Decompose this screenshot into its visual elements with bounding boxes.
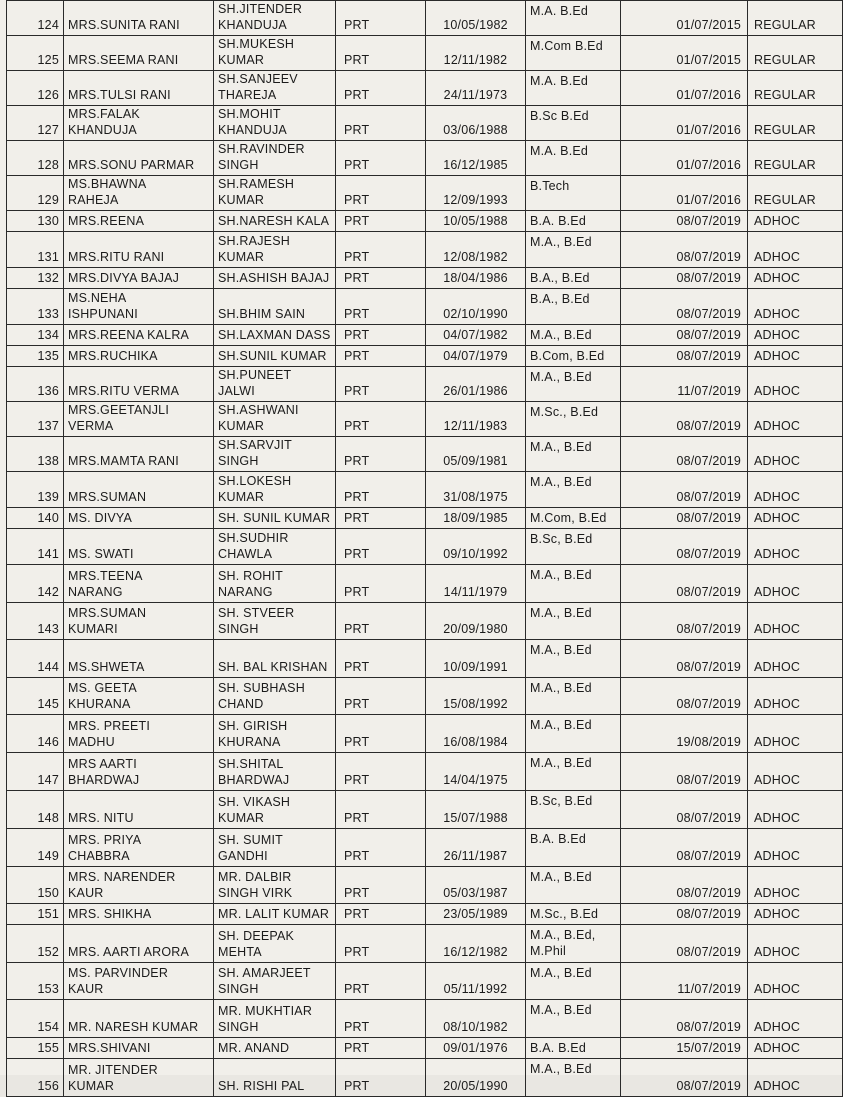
serial-number: 124 [7,1,64,36]
employment-status: ADHOC [748,232,843,268]
serial-number: 129 [7,176,64,211]
employment-status: ADHOC [748,603,843,640]
post: PRT [336,867,426,904]
teacher-name: MRS.SUMAN [64,472,214,508]
teacher-name: MRS.SONU PARMAR [64,141,214,176]
father-name: SH. VIKASH KUMAR [214,791,336,829]
post: PRT [336,1059,426,1097]
qualification: M.Sc., B.Ed [526,904,621,925]
table-row [7,867,843,904]
post: PRT [336,829,426,867]
teacher-name: MRS.MAMTA RANI [64,437,214,472]
qualification: B.Com, B.Ed [526,346,621,367]
date-of-joining: 08/07/2019 [621,232,748,268]
qualification: M.A., B.Ed [526,678,621,715]
father-name: SH.LOKESH KUMAR [214,472,336,508]
post: PRT [336,141,426,176]
serial-number: 155 [7,1038,64,1059]
serial-number: 147 [7,753,64,791]
teacher-name: MRS AARTI BHARDWAJ [64,753,214,791]
date-of-joining: 08/07/2019 [621,437,748,472]
father-name: SH.RAVINDER SINGH [214,141,336,176]
date-of-birth: 16/08/1984 [426,715,526,753]
serial-number: 154 [7,1000,64,1038]
father-name: SH.PUNEET JALWI [214,367,336,402]
table-row [7,367,843,402]
teacher-name: MRS.TULSI RANI [64,71,214,106]
serial-number: 149 [7,829,64,867]
date-of-birth: 12/09/1993 [426,176,526,211]
employment-status: REGULAR [748,36,843,71]
post: PRT [336,904,426,925]
qualification: M.A. B.Ed [526,141,621,176]
post: PRT [336,678,426,715]
date-of-joining: 08/07/2019 [621,508,748,529]
employment-status: ADHOC [748,565,843,603]
qualification: M.A., B.Ed [526,640,621,678]
employment-status: REGULAR [748,106,843,141]
employment-status: ADHOC [748,529,843,565]
date-of-birth: 03/06/1988 [426,106,526,141]
teacher-name: MRS.SHIVANI [64,1038,214,1059]
employment-status: REGULAR [748,71,843,106]
father-name: MR. DALBIR SINGH VIRK [214,867,336,904]
post: PRT [336,1038,426,1059]
date-of-joining: 08/07/2019 [621,753,748,791]
date-of-joining: 08/07/2019 [621,1000,748,1038]
date-of-birth: 20/05/1990 [426,1059,526,1097]
qualification: B.Sc, B.Ed [526,791,621,829]
serial-number: 134 [7,325,64,346]
teacher-name: MRS. PREETI MADHU [64,715,214,753]
post: PRT [336,472,426,508]
teacher-name: MRS.SUNITA RANI [64,1,214,36]
table-row [7,1000,843,1038]
father-name: SH.NARESH KALA [214,211,336,232]
post: PRT [336,232,426,268]
employment-status: ADHOC [748,346,843,367]
post: PRT [336,289,426,325]
date-of-joining: 11/07/2019 [621,963,748,1000]
date-of-joining: 08/07/2019 [621,268,748,289]
date-of-joining: 08/07/2019 [621,640,748,678]
table-row [7,176,843,211]
date-of-joining: 01/07/2016 [621,141,748,176]
table-row [7,402,843,437]
employment-status: ADHOC [748,402,843,437]
post: PRT [336,791,426,829]
date-of-joining: 08/07/2019 [621,529,748,565]
father-name: MR. LALIT KUMAR [214,904,336,925]
qualification: M.A., B.Ed, M.Phil [526,925,621,963]
father-name: SH.SANJEEV THAREJA [214,71,336,106]
date-of-birth: 12/11/1983 [426,402,526,437]
table-row [7,603,843,640]
date-of-birth: 18/04/1986 [426,268,526,289]
employment-status: ADHOC [748,367,843,402]
father-name: MR. ANAND [214,1038,336,1059]
employment-status: ADHOC [748,829,843,867]
table-row [7,925,843,963]
father-name: SH. GIRISH KHURANA [214,715,336,753]
teacher-name: MRS.REENA KALRA [64,325,214,346]
serial-number: 139 [7,472,64,508]
teacher-name: MRS.GEETANJLI VERMA [64,402,214,437]
qualification: M.Com B.Ed [526,36,621,71]
date-of-birth: 04/07/1982 [426,325,526,346]
date-of-joining: 08/07/2019 [621,565,748,603]
teacher-name: MS. GEETA KHURANA [64,678,214,715]
date-of-birth: 16/12/1982 [426,925,526,963]
father-name: SH. DEEPAK MEHTA [214,925,336,963]
date-of-joining: 08/07/2019 [621,289,748,325]
date-of-joining: 01/07/2016 [621,106,748,141]
employment-status: ADHOC [748,867,843,904]
date-of-birth: 18/09/1985 [426,508,526,529]
table-row [7,325,843,346]
qualification: M.Sc., B.Ed [526,402,621,437]
father-name: SH. ROHIT NARANG [214,565,336,603]
teacher-name: MR. NARESH KUMAR [64,1000,214,1038]
date-of-joining: 08/07/2019 [621,472,748,508]
father-name: SH.SUDHIR CHAWLA [214,529,336,565]
teacher-name: MRS. AARTI ARORA [64,925,214,963]
date-of-joining: 19/08/2019 [621,715,748,753]
serial-number: 140 [7,508,64,529]
date-of-joining: 08/07/2019 [621,211,748,232]
table-row [7,904,843,925]
employment-status: ADHOC [748,925,843,963]
date-of-birth: 20/09/1980 [426,603,526,640]
table-row [7,529,843,565]
post: PRT [336,565,426,603]
father-name: SH. STVEER SINGH [214,603,336,640]
father-name: SH.SHITAL BHARDWAJ [214,753,336,791]
post: PRT [336,508,426,529]
employment-status: ADHOC [748,211,843,232]
date-of-birth: 08/10/1982 [426,1000,526,1038]
date-of-birth: 24/11/1973 [426,71,526,106]
date-of-joining: 08/07/2019 [621,603,748,640]
employment-status: ADHOC [748,904,843,925]
table-row [7,346,843,367]
table-row [7,232,843,268]
serial-number: 141 [7,529,64,565]
employment-status: REGULAR [748,141,843,176]
qualification: M.A., B.Ed [526,232,621,268]
date-of-joining: 08/07/2019 [621,904,748,925]
date-of-birth: 14/11/1979 [426,565,526,603]
table-row [7,963,843,1000]
serial-number: 153 [7,963,64,1000]
date-of-birth: 26/11/1987 [426,829,526,867]
date-of-joining: 15/07/2019 [621,1038,748,1059]
table-row [7,71,843,106]
post: PRT [336,268,426,289]
post: PRT [336,925,426,963]
employment-status: ADHOC [748,1000,843,1038]
date-of-joining: 11/07/2019 [621,367,748,402]
table-row [7,678,843,715]
qualification: M.A., B.Ed [526,437,621,472]
teacher-name: MRS.FALAK KHANDUJA [64,106,214,141]
qualification: B.A., B.Ed [526,289,621,325]
serial-number: 132 [7,268,64,289]
post: PRT [336,1000,426,1038]
date-of-birth: 02/10/1990 [426,289,526,325]
post: PRT [336,402,426,437]
qualification: B.Sc, B.Ed [526,529,621,565]
serial-number: 138 [7,437,64,472]
post: PRT [336,603,426,640]
post: PRT [336,753,426,791]
qualification: B.A. B.Ed [526,1038,621,1059]
post: PRT [336,367,426,402]
teacher-name: MRS. PRIYA CHABBRA [64,829,214,867]
teacher-name: MRS.RUCHIKA [64,346,214,367]
serial-number: 126 [7,71,64,106]
qualification: M.A., B.Ed [526,715,621,753]
qualification: B.A., B.Ed [526,268,621,289]
date-of-birth: 05/03/1987 [426,867,526,904]
post: PRT [336,325,426,346]
post: PRT [336,437,426,472]
employment-status: ADHOC [748,268,843,289]
qualification: M.A. B.Ed [526,1,621,36]
date-of-joining: 08/07/2019 [621,346,748,367]
date-of-birth: 26/01/1986 [426,367,526,402]
employment-status: REGULAR [748,176,843,211]
qualification: M.A., B.Ed [526,603,621,640]
teacher-name: MS. DIVYA [64,508,214,529]
teacher-name: MRS.DIVYA BAJAJ [64,268,214,289]
table-row [7,508,843,529]
table-row [7,829,843,867]
serial-number: 130 [7,211,64,232]
serial-number: 135 [7,346,64,367]
serial-number: 150 [7,867,64,904]
teacher-name: MRS. NITU [64,791,214,829]
employment-status: ADHOC [748,640,843,678]
employment-status: ADHOC [748,437,843,472]
father-name: MR. MUKHTIAR SINGH [214,1000,336,1038]
employment-status: ADHOC [748,508,843,529]
table-row [7,715,843,753]
serial-number: 146 [7,715,64,753]
serial-number: 131 [7,232,64,268]
date-of-birth: 10/05/1988 [426,211,526,232]
date-of-joining: 08/07/2019 [621,925,748,963]
date-of-birth: 04/07/1979 [426,346,526,367]
teacher-name: MRS.SUMAN KUMARI [64,603,214,640]
father-name: SH. RISHI PAL [214,1059,336,1097]
date-of-birth: 05/09/1981 [426,437,526,472]
table-row [7,211,843,232]
serial-number: 145 [7,678,64,715]
table-row [7,141,843,176]
employment-status: ADHOC [748,472,843,508]
post: PRT [336,715,426,753]
father-name: SH.SUNIL KUMAR [214,346,336,367]
post: PRT [336,71,426,106]
employment-status: ADHOC [748,289,843,325]
date-of-birth: 10/09/1991 [426,640,526,678]
post: PRT [336,211,426,232]
qualification: B.Sc B.Ed [526,106,621,141]
employment-status: ADHOC [748,791,843,829]
table-row [7,640,843,678]
qualification: M.A., B.Ed [526,565,621,603]
father-name: SH.MOHIT KHANDUJA [214,106,336,141]
employment-status: REGULAR [748,1,843,36]
table-row [7,437,843,472]
employment-status: ADHOC [748,1059,843,1097]
qualification: B.A. B.Ed [526,211,621,232]
father-name: SH. AMARJEET SINGH [214,963,336,1000]
date-of-birth: 09/01/1976 [426,1038,526,1059]
teacher-name: MS.SHWETA [64,640,214,678]
serial-number: 136 [7,367,64,402]
father-name: SH.ASHWANI KUMAR [214,402,336,437]
teacher-name: MRS.RITU VERMA [64,367,214,402]
father-name: SH.BHIM SAIN [214,289,336,325]
table-row [7,289,843,325]
qualification: M.A., B.Ed [526,472,621,508]
post: PRT [336,346,426,367]
post: PRT [336,176,426,211]
date-of-joining: 08/07/2019 [621,402,748,437]
date-of-joining: 08/07/2019 [621,791,748,829]
table-row [7,1,843,36]
date-of-joining: 01/07/2016 [621,71,748,106]
qualification: M.Com, B.Ed [526,508,621,529]
teacher-name: MRS. SHIKHA [64,904,214,925]
table-row [7,472,843,508]
date-of-joining: 08/07/2019 [621,678,748,715]
father-name: SH.MUKESH KUMAR [214,36,336,71]
date-of-joining: 08/07/2019 [621,829,748,867]
table-row [7,753,843,791]
serial-number: 137 [7,402,64,437]
teacher-name: MR. JITENDER KUMAR [64,1059,214,1097]
table-row [7,791,843,829]
staff-table [6,0,843,1097]
date-of-birth: 12/08/1982 [426,232,526,268]
date-of-joining: 08/07/2019 [621,1059,748,1097]
date-of-joining: 01/07/2015 [621,1,748,36]
father-name: SH. SUBHASH CHAND [214,678,336,715]
teacher-name: MRS.SEEMA RANI [64,36,214,71]
table-row [7,106,843,141]
qualification: B.Tech [526,176,621,211]
qualification: B.A. B.Ed [526,829,621,867]
post: PRT [336,1,426,36]
qualification: M.A., B.Ed [526,753,621,791]
teacher-name: MRS.TEENA NARANG [64,565,214,603]
date-of-joining: 01/07/2015 [621,36,748,71]
post: PRT [336,106,426,141]
qualification: M.A., B.Ed [526,325,621,346]
serial-number: 151 [7,904,64,925]
qualification: M.A., B.Ed [526,1000,621,1038]
date-of-birth: 10/05/1982 [426,1,526,36]
post: PRT [336,36,426,71]
employment-status: ADHOC [748,715,843,753]
father-name: SH. BAL KRISHAN [214,640,336,678]
qualification: M.A., B.Ed [526,1059,621,1097]
qualification: M.A., B.Ed [526,963,621,1000]
teacher-name: MS.BHAWNA RAHEJA [64,176,214,211]
date-of-joining: 01/07/2016 [621,176,748,211]
employment-status: ADHOC [748,753,843,791]
employment-status: ADHOC [748,1038,843,1059]
serial-number: 156 [7,1059,64,1097]
teacher-name: MRS. NARENDER KAUR [64,867,214,904]
table-row [7,36,843,71]
serial-number: 125 [7,36,64,71]
table-row [7,1059,843,1097]
date-of-birth: 12/11/1982 [426,36,526,71]
father-name: SH.RAMESH KUMAR [214,176,336,211]
post: PRT [336,529,426,565]
serial-number: 148 [7,791,64,829]
serial-number: 142 [7,565,64,603]
father-name: SH.JITENDER KHANDUJA [214,1,336,36]
date-of-birth: 23/05/1989 [426,904,526,925]
teacher-name: MS. PARVINDER KAUR [64,963,214,1000]
post: PRT [336,640,426,678]
date-of-birth: 15/07/1988 [426,791,526,829]
table-row [7,1038,843,1059]
date-of-birth: 14/04/1975 [426,753,526,791]
qualification: M.A., B.Ed [526,367,621,402]
father-name: SH. SUNIL KUMAR [214,508,336,529]
serial-number: 144 [7,640,64,678]
father-name: SH.SARVJIT SINGH [214,437,336,472]
teacher-name: MRS.REENA [64,211,214,232]
table-row [7,565,843,603]
father-name: SH.RAJESH KUMAR [214,232,336,268]
serial-number: 152 [7,925,64,963]
post: PRT [336,963,426,1000]
date-of-birth: 16/12/1985 [426,141,526,176]
date-of-birth: 31/08/1975 [426,472,526,508]
date-of-birth: 09/10/1992 [426,529,526,565]
table-row [7,268,843,289]
employment-status: ADHOC [748,325,843,346]
father-name: SH.LAXMAN DASS [214,325,336,346]
serial-number: 127 [7,106,64,141]
father-name: SH. SUMIT GANDHI [214,829,336,867]
serial-number: 143 [7,603,64,640]
serial-number: 133 [7,289,64,325]
teacher-name: MS.NEHA ISHPUNANI [64,289,214,325]
employment-status: ADHOC [748,678,843,715]
teacher-name: MRS.RITU RANI [64,232,214,268]
date-of-joining: 08/07/2019 [621,867,748,904]
date-of-birth: 15/08/1992 [426,678,526,715]
date-of-joining: 08/07/2019 [621,325,748,346]
qualification: M.A. B.Ed [526,71,621,106]
serial-number: 128 [7,141,64,176]
qualification: M.A., B.Ed [526,867,621,904]
employment-status: ADHOC [748,963,843,1000]
date-of-birth: 05/11/1992 [426,963,526,1000]
teacher-name: MS. SWATI [64,529,214,565]
father-name: SH.ASHISH BAJAJ [214,268,336,289]
